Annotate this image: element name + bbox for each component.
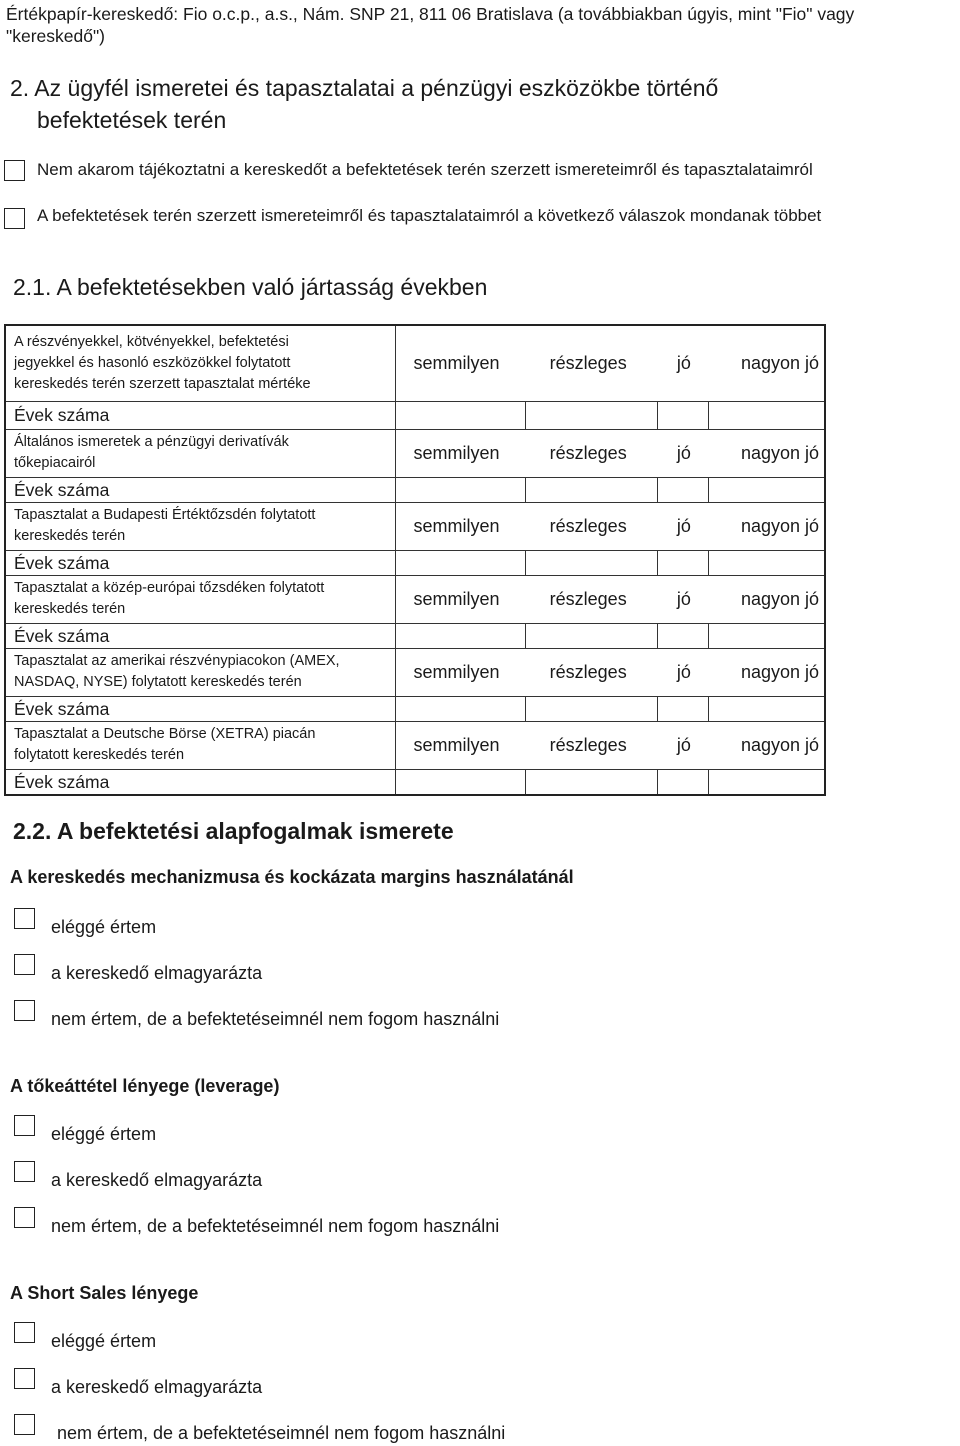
experience-row [5,325,825,401]
years-input-cell[interactable] [395,550,525,575]
level-option[interactable]: nagyon jó [740,588,820,609]
level-option[interactable]: jó [676,588,691,609]
experience-row-label-line: folytatott kereskedés terén [14,747,185,763]
level-option[interactable]: jó [676,515,691,536]
years-input-cell[interactable] [525,696,657,721]
experience-level-scale[interactable] [395,429,825,477]
years-input-cell[interactable] [395,696,525,721]
years-input-cell[interactable] [708,623,825,648]
answer-checkbox[interactable] [14,1161,35,1182]
level-option[interactable]: nagyon jó [740,734,820,755]
level-option[interactable]: semmilyen [413,515,500,536]
years-label: Évek száma [5,623,395,648]
experience-row-label-line: tőkepiacairól [14,455,96,471]
experience-row-label-line: Tapasztalat a Budapesti Értéktőzsdén folytatott [14,507,316,523]
level-option[interactable]: részleges [549,661,627,682]
experience-row-label-line: jegyekkel és hasonló eszközökkel folytatott [14,354,291,371]
years-label: Évek száma [5,550,395,575]
answer-checkbox[interactable] [14,1000,35,1021]
years-input-cell[interactable] [657,477,708,502]
level-option[interactable]: semmilyen [413,442,500,463]
level-option[interactable]: részleges [549,515,627,536]
experience-row-label [5,575,395,623]
years-input-cell[interactable] [708,696,825,721]
answer-checkbox[interactable] [14,1322,35,1343]
answer-checkbox[interactable] [14,1207,35,1228]
experience-row [5,721,825,769]
years-row [5,550,825,575]
experience-row-label-line: kereskedés terén [14,528,126,544]
section-2-title-line-2: befektetések terén [37,107,227,133]
level-option[interactable]: semmilyen [413,734,500,755]
experience-level-scale[interactable] [395,575,825,623]
level-option[interactable]: jó [676,734,691,755]
checkbox-no-info[interactable] [4,160,25,181]
years-input-cell[interactable] [657,550,708,575]
answer-checkbox[interactable] [14,954,35,975]
concept-group-title: A tőkeáttétel lényege (leverage) [10,1076,280,1096]
level-option[interactable]: jó [676,442,691,463]
years-input-cell[interactable] [708,401,825,429]
years-input-cell[interactable] [708,550,825,575]
experience-row-label-line: A részvényekkel, kötvényekkel, befektetési [14,333,289,350]
years-input-cell[interactable] [525,623,657,648]
years-row [5,623,825,648]
experience-table [4,324,826,796]
concept-group-title: A kereskedés mechanizmusa és kockázata margins használatánál [10,867,574,887]
experience-row-label [5,429,395,477]
years-label: Évek száma [5,696,395,721]
header-line-1: Értékpapír-kereskedő: Fio o.c.p., a.s., Nám. SNP 21, 811 06 Bratislava (a továbbiakban úgyis, mint "Fio" vagy [6,4,855,24]
years-input-cell[interactable] [708,477,825,502]
years-input-cell[interactable] [657,401,708,429]
checkbox-provide-info[interactable] [4,208,25,229]
level-option[interactable]: semmilyen [413,352,500,373]
experience-level-scale[interactable] [395,502,825,550]
experience-row-label-line: Tapasztalat a Deutsche Börse (XETRA) piacán [14,726,316,742]
section-2-title-line-1: 2. Az ügyfél ismeretei és tapasztalatai a pénzügyi eszközökbe történő [10,75,719,101]
answer-label: nem értem, de a befektetéseimnél nem fogom használni [51,1009,500,1029]
answer-checkbox[interactable] [14,1414,35,1435]
experience-row-label-line: NASDAQ, NYSE) folytatott kereskedés terén [14,674,302,690]
option-provide-info: A befektetések terén szerzett ismereteimről és tapasztalataimról a következő válaszok mondanak többet [37,206,822,225]
experience-row [5,429,825,477]
experience-level-scale[interactable] [395,325,825,401]
years-input-cell[interactable] [657,623,708,648]
answer-label: a kereskedő elmagyarázta [51,1170,263,1190]
answer-label: eléggé értem [51,1124,157,1144]
level-option[interactable]: nagyon jó [740,442,820,463]
experience-row-label-line: kereskedés terén [14,601,126,617]
experience-row-label [5,325,395,401]
years-input-cell[interactable] [395,401,525,429]
years-input-cell[interactable] [525,477,657,502]
section-2-2-title: 2.2. A befektetési alapfogalmak ismerete [13,818,454,844]
level-option[interactable]: nagyon jó [740,515,820,536]
years-row [5,769,825,795]
option-no-info: Nem akarom tájékoztatni a kereskedőt a befektetések terén szerzett ismereteimről és tapasztalataimról [37,160,813,179]
years-input-cell[interactable] [708,769,825,795]
experience-row [5,648,825,696]
years-input-cell[interactable] [525,769,657,795]
years-input-cell[interactable] [395,477,525,502]
experience-row-label-line: kereskedés terén szerzett tapasztalat mértéke [14,375,311,392]
answer-checkbox[interactable] [14,1368,35,1389]
experience-row-label-line: Tapasztalat az amerikai részvénypiacokon (AMEX, [14,653,340,669]
answer-label: eléggé értem [51,1331,157,1351]
experience-row-label-line: Általános ismeretek a pénzügyi derivatívák [14,434,289,450]
years-label: Évek száma [5,477,395,502]
years-label: Évek száma [5,401,395,429]
experience-row-label [5,721,395,769]
answer-checkbox[interactable] [14,1115,35,1136]
years-input-cell[interactable] [395,769,525,795]
level-option[interactable]: nagyon jó [740,352,820,373]
level-option[interactable]: részleges [549,734,627,755]
section-2-1-title: 2.1. A befektetésekben való jártasság években [13,274,488,300]
answer-label: a kereskedő elmagyarázta [51,1377,263,1397]
years-row [5,477,825,502]
years-input-cell[interactable] [657,696,708,721]
experience-row [5,502,825,550]
level-option[interactable]: semmilyen [413,588,500,609]
years-input-cell[interactable] [395,623,525,648]
experience-row [5,575,825,623]
years-row [5,696,825,721]
years-input-cell[interactable] [525,550,657,575]
concept-group-title: A Short Sales lényege [10,1283,199,1303]
level-option[interactable]: jó [676,661,691,682]
experience-level-scale[interactable] [395,721,825,769]
answer-label: a kereskedő elmagyarázta [51,963,263,983]
level-option[interactable]: jó [676,352,691,373]
experience-row-label [5,502,395,550]
years-input-cell[interactable] [525,401,657,429]
level-option[interactable]: részleges [549,352,627,373]
level-option[interactable]: részleges [549,588,627,609]
years-label: Évek száma [5,769,395,795]
experience-row-label-line: Tapasztalat a közép-európai tőzsdéken folytatott [14,580,325,596]
level-option[interactable]: részleges [549,442,627,463]
level-option[interactable]: nagyon jó [740,661,820,682]
years-row [5,401,825,429]
experience-row-label [5,648,395,696]
answer-label: eléggé értem [51,917,157,937]
header-line-2: "kereskedő") [6,26,105,46]
answer-label: nem értem, de a befektetéseimnél nem fogom használni [51,1216,500,1236]
years-input-cell[interactable] [657,769,708,795]
experience-level-scale[interactable] [395,648,825,696]
level-option[interactable]: semmilyen [413,661,500,682]
answer-checkbox[interactable] [14,908,35,929]
answer-label: nem értem, de a befektetéseimnél nem fogom használni [57,1423,506,1443]
